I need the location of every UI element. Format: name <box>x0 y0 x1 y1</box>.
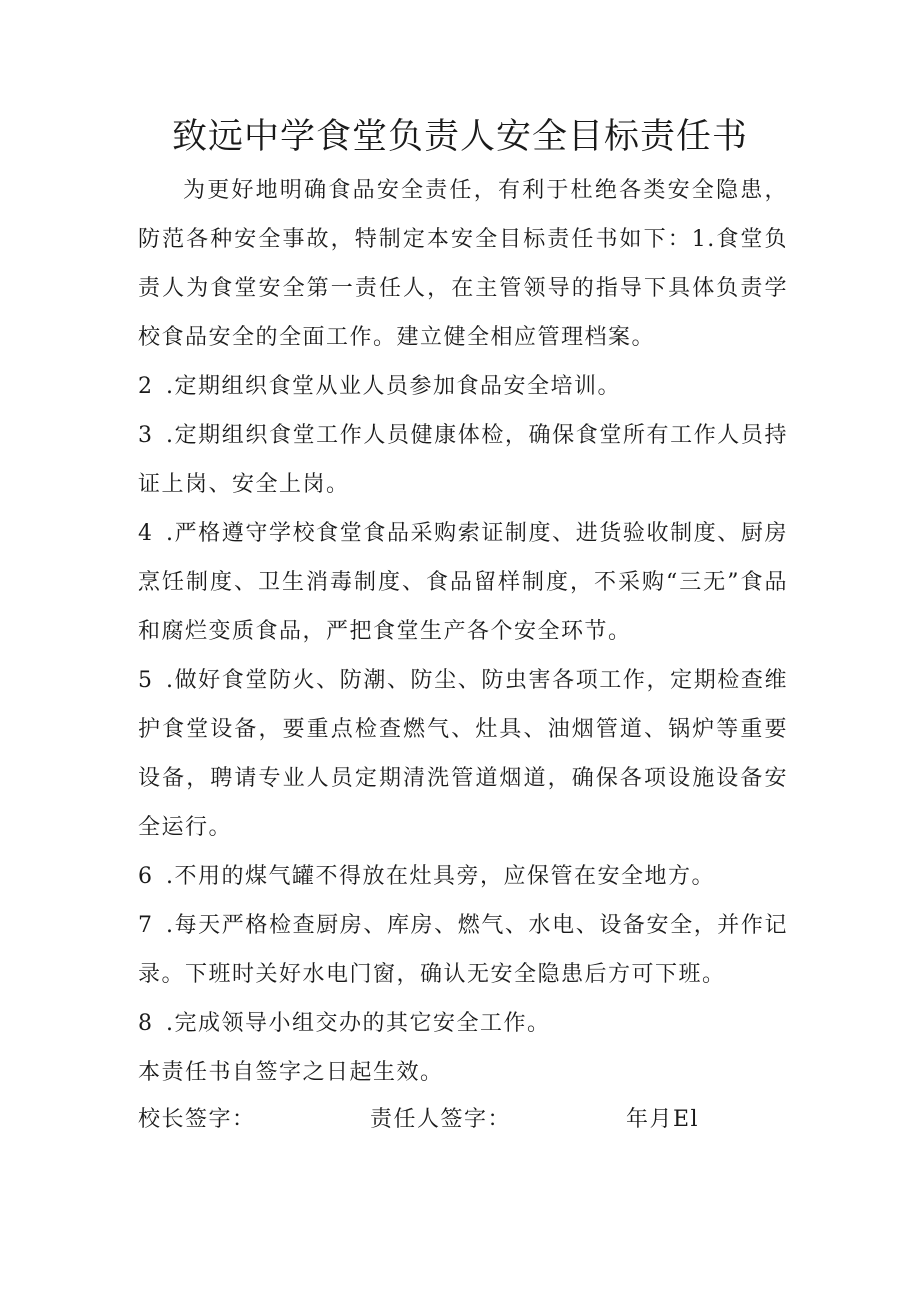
effective-statement: 本责任书自签字之日起生效。 <box>138 1060 444 1085</box>
document-body <box>138 166 788 1097</box>
clause-item <box>138 411 788 509</box>
clause-item <box>138 901 788 999</box>
clause-text: .完成领导小组交办的其它安全工作。 <box>166 1011 551 1036</box>
intro-paragraph: 为更好地明确食品安全责任，有利于杜绝各类安全隐患，防范各种安全事故，特制定本安全目标责任书如下：1.食堂负责人为食堂安全第一责任人，在主管领导的指导下具体负责学校食品安全的全面工作。建立健全相应管理档案。 <box>138 178 788 350</box>
clause-text: .定期组织食堂工作人员健康体检，确保食堂所有工作人员持证上岗、安全上岗。 <box>138 423 788 497</box>
responsible-signature-label: 责任人签字： <box>370 1107 512 1132</box>
clause-item <box>138 362 788 411</box>
clause-item <box>138 999 788 1048</box>
clause-text: .不用的煤气罐不得放在灶具旁，应保管在安全地方。 <box>166 864 715 889</box>
date-label: 年月El <box>626 1107 700 1132</box>
clause-text: .做好食堂防火、防潮、防尘、防虫害各项工作，定期检查维护食堂设备，要重点检查燃气、灶具、油烟管道、锅炉等重要设备，聘请专业人员定期清洗管道烟道，确保各项设施设备安全运行。 <box>138 668 788 840</box>
clause-number: 6 <box>138 864 154 889</box>
clause-number: 2 <box>138 374 154 399</box>
clause-number: 8 <box>138 1011 154 1036</box>
clause-item <box>138 656 788 852</box>
clause-text: .每天严格检查厨房、库房、燃气、水电、设备安全，并作记录。下班时关好水电门窗，确认无安全隐患后方可下班。 <box>138 913 788 987</box>
clause-item <box>138 509 788 656</box>
clause-text: .严格遵守学校食堂食品采购索证制度、进货验收制度、厨房烹饪制度、卫生消毒制度、食品留样制度，不采购“三无”食品和腐烂变质食品，严把食堂生产各个安全环节。 <box>138 521 788 644</box>
clause-number: 5 <box>138 668 154 693</box>
clause-text: .定期组织食堂从业人员参加食品安全培训。 <box>166 374 621 399</box>
clause-number: 4 <box>138 521 154 546</box>
clause-number: 7 <box>138 913 154 938</box>
signature-row <box>138 1095 788 1144</box>
document-title: 致远中学食堂负责人安全目标责任书 <box>171 117 748 157</box>
principal-signature-label: 校长签字： <box>138 1107 256 1132</box>
clause-number: 3 <box>138 423 154 448</box>
clause-item <box>138 852 788 901</box>
